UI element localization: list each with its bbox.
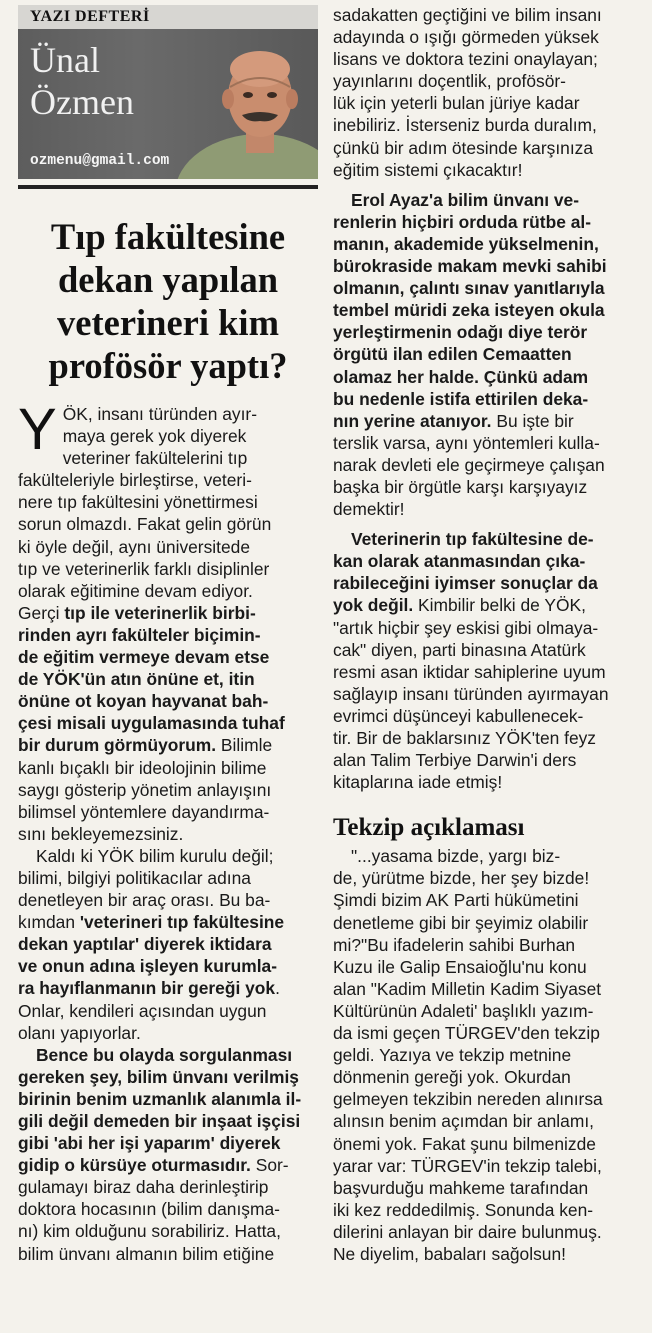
header-rule [18, 185, 318, 189]
article-headline: Tıp fakültesine dekan yapılan veterineri kim profösör yaptı? [48, 216, 288, 386]
paragraph-2: Gerçi tıp ile veterinerlik birbi- rinden ayrı fakülteler biçimin- de eğitim vermeye devam etse de YÖK'ün atın önüne et, itin önüne ot koyan hayvanat bah- çesi misali uygulamasında tuhaf bir durum görmüyorum. Bilimle kanlı bıçaklı bir ideolojinin bilime saygı gösterip yönetim anlayışını bilimsel yöntemlere dayandırma- sını bekleyemezsiniz. [18, 602, 285, 844]
paragraph-7: Veterinerin tıp fakültesine de- kan olarak atanmasından çıka- rabileceğini iyimser sonuçlar da yok değil. Kimbilir belki de YÖK, "artık hiçbir şey eskisi gibi olmaya- cak" diyen, parti binasına Atatürk resmi asan iktidar sahiplerine uyum sağlayıp insanı türünden ayırmayan evrimci düşünceyi kabullenecek- tir. Bir de baklarsınız YÖK'ten feyz alan Talim Terbiye Darwin'i ders kitaplarına iade etmiş! [333, 529, 609, 793]
paragraph-6: Erol Ayaz'a bilim ünvanı ve- renlerin hiçbiri orduda rütbe al- manın, akademide yükselmenin, bürokraside makam mevki sahibi olmanın, çalıntı sınav yanıtlarıyla tembel müridi zeka isteyen okula yerleştirmenin odağı diye terör örgütü ilan edilen Cemaatten olamaz her halde. Çünkü adam bu nedenle istifa ettirilen deka- nın yerine atanıyor. Bu işte bir terslik varsa, aynı yöntemleri kulla- narak devleti ele geçirmeye çalışan başka bir örgütle karşı karşıyayız demektir! [333, 189, 607, 520]
paragraph-3: Kaldı ki YÖK bilim kurulu değil; bilimi, bilgiyi politikacılar adına denetleyen bir araç orası. Bu ba- kımdan 'veterineri tıp fakültesine dekan yaptılar' diyerek iktidara ve onun adına işleyen kurumla- ra hayıflanmanın bir gereği yok. Onlar, kendileri açısından uygun olanı yapıyorlar. [18, 845, 285, 1043]
author-portrait-icon [168, 29, 318, 179]
paragraph-8: "...yasama bizde, yargı biz- de, yürütme bizde, her şey bizde! Şimdi bizim AK Parti hükümetini denetleme gibi bir şeyimiz olabilir mi?"Bu ifadelerin sahibi Burhan Kuzu ile Galip Ensaioğlu'nu konu alan "Kadim Milletin Kadim Siyaset Kültürünün Adaleti' başlıklı yazım- da ismi geçen TÜRGEV'den tekzip geldi. Yazıya ve tekzip metnine dönmenin gereği yok. Okurdan gelmeyen tekzibin nereden alınırsa alınsın benim açımdan bir anlamı, önemi yok. Fakat şunu bilmenizde yarar var: TÜRGEV'in tekzip talebi, başvurduğu mahkeme tarafından iki kez reddedilmiş. Sonunda ken- dilerini anlayan bir daire bulunmuş. Ne diyelim, babaları sağolsun! [333, 846, 603, 1264]
paragraph-1: Y ÖK, insanı türünden ayır- maya gerek yok diyerek veteriner fakültelerini tıp fakülteleriyle birleştirse, veteri- nere tıp fakültesini yönettirmesi sorun olmazdı. Fakat gelin görün ki öyle değil, aynı üniversitede tıp ve veterinerlik farklı disiplinler olarak eğitimine devam ediyor. [18, 397, 272, 601]
author-header [18, 29, 318, 179]
section-subhead: Tekzip açıklaması [333, 814, 525, 842]
paragraph-4: Bence bu olayda sorgulanması gereken şey, bilim ünvanı verilmiş birinin benim uzmanlık alanımla il- gili değil demeden bir inşaat işçisi gibi 'abi her işi yaparım' diyerek gidip o kürsüye oturmasıdır. Sor- gulamayı biraz daha derinleştirip doktora hocasının (bilim danışma- nı) kim olduğunu sorabiliriz. Hatta, bilim ünvanı almanın bilim etiğine [18, 1044, 302, 1264]
author-email[interactable]: ozmenu@gmail.com [30, 153, 170, 169]
right-column [333, 0, 639, 1265]
column-banner: YAZI DEFTERİ [18, 5, 318, 29]
author-name: Ünal Özmen [30, 40, 134, 122]
paragraph-5: sadakatten geçtiğini ve bilim insanı adayında o ışığı görmeden yüksek lisans ve doktora tezini onaylayan; yayınlarını doçentlik, profösör- lük için yeterli bulan jüriye kadar inebiliriz. İsterseniz burda duralım, çünkü bir adım ötesinde karşınıza eğitim sistemi çıkacaktır! [333, 5, 602, 180]
left-column [18, 0, 318, 1265]
drop-cap: Y [18, 397, 57, 462]
